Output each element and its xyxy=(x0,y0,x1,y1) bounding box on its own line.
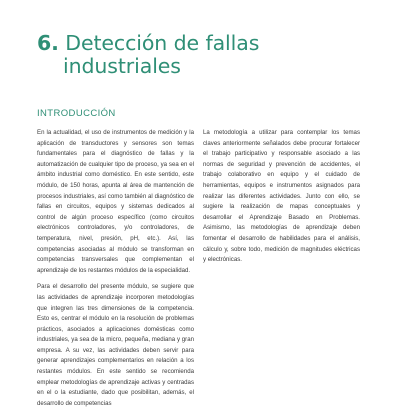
paragraph-1: En la actualidad, el uso de instrumentos de medición y la aplicación de transductores y sensores son temas fundamentales para el diagnóstico de fallas y la automatización de cualquier tipo de proceso, ya sea en el ámbito industrial como doméstico. En este sentido, este módulo, de 150 horas, apunta al área de mantención de procesos industriales, así como también al diagnóstico de fallas en circuitos, equipos y sistemas dedicados al control de algún proceso específico (como circuitos electrónicos controladores, y/o controladores, de temperatura, nivel, presión, pH, etc.). Así, las competencias asociadas al módulo se transforman en competencias transversales que complementan el aprendizaje de los restantes módulos de la especialidad. xyxy=(37,129,194,274)
paragraph-3: La metodología a utilizar para contemplar los temas claves anteriormente señalados debe procurar fortalecer el trabajo participativo y responsable asociado a las normas de seguridad y prevención de accidentes, el trabajo colaborativo en equipo y el cuidado de herramientas, equipos e instrumentos asignados para realizar las diferentes actividades. Junto con ello, se sugiere la realización de mapas conceptuales y desarrollar el Aprendizaje Basado en Problemas. Asimismo, las metodologías de aprendizaje deben fomentar el desarrollo de habilidades para el análisis, cálculo y, sobre todo, medición de magnitudes eléctricas y electrónicas. xyxy=(203,129,360,264)
left-column xyxy=(37,128,194,415)
chapter-title-line1: Detección de fallas xyxy=(65,31,260,55)
paragraph-2: Para el desarrollo del presente módulo, se sugiere que las actividades de aprendizaje incorporen metodologías que integren las tres dimensiones de la competencia. Esto es, centrar el módulo en la resolución de problemas prácticos, asociados a aplicaciones domésticas como industriales, ya sea de la micro, pequeña, mediana y gran empresa. A su vez, las actividades deben servir para generar aprendizajes complementarios en relación a los restantes módulos. En este sentido se recomienda emplear metodologías de aprendizaje activas y centradas en el o la estudiante, dado que posibilitan, además, el desarrollo de competencias xyxy=(37,283,194,407)
chapter-title xyxy=(37,32,377,78)
section-heading: INTRODUCCIÓN xyxy=(37,108,116,119)
right-column xyxy=(203,128,360,272)
chapter-number: 6. xyxy=(37,31,59,55)
chapter-title-line2: industriales xyxy=(63,54,181,78)
